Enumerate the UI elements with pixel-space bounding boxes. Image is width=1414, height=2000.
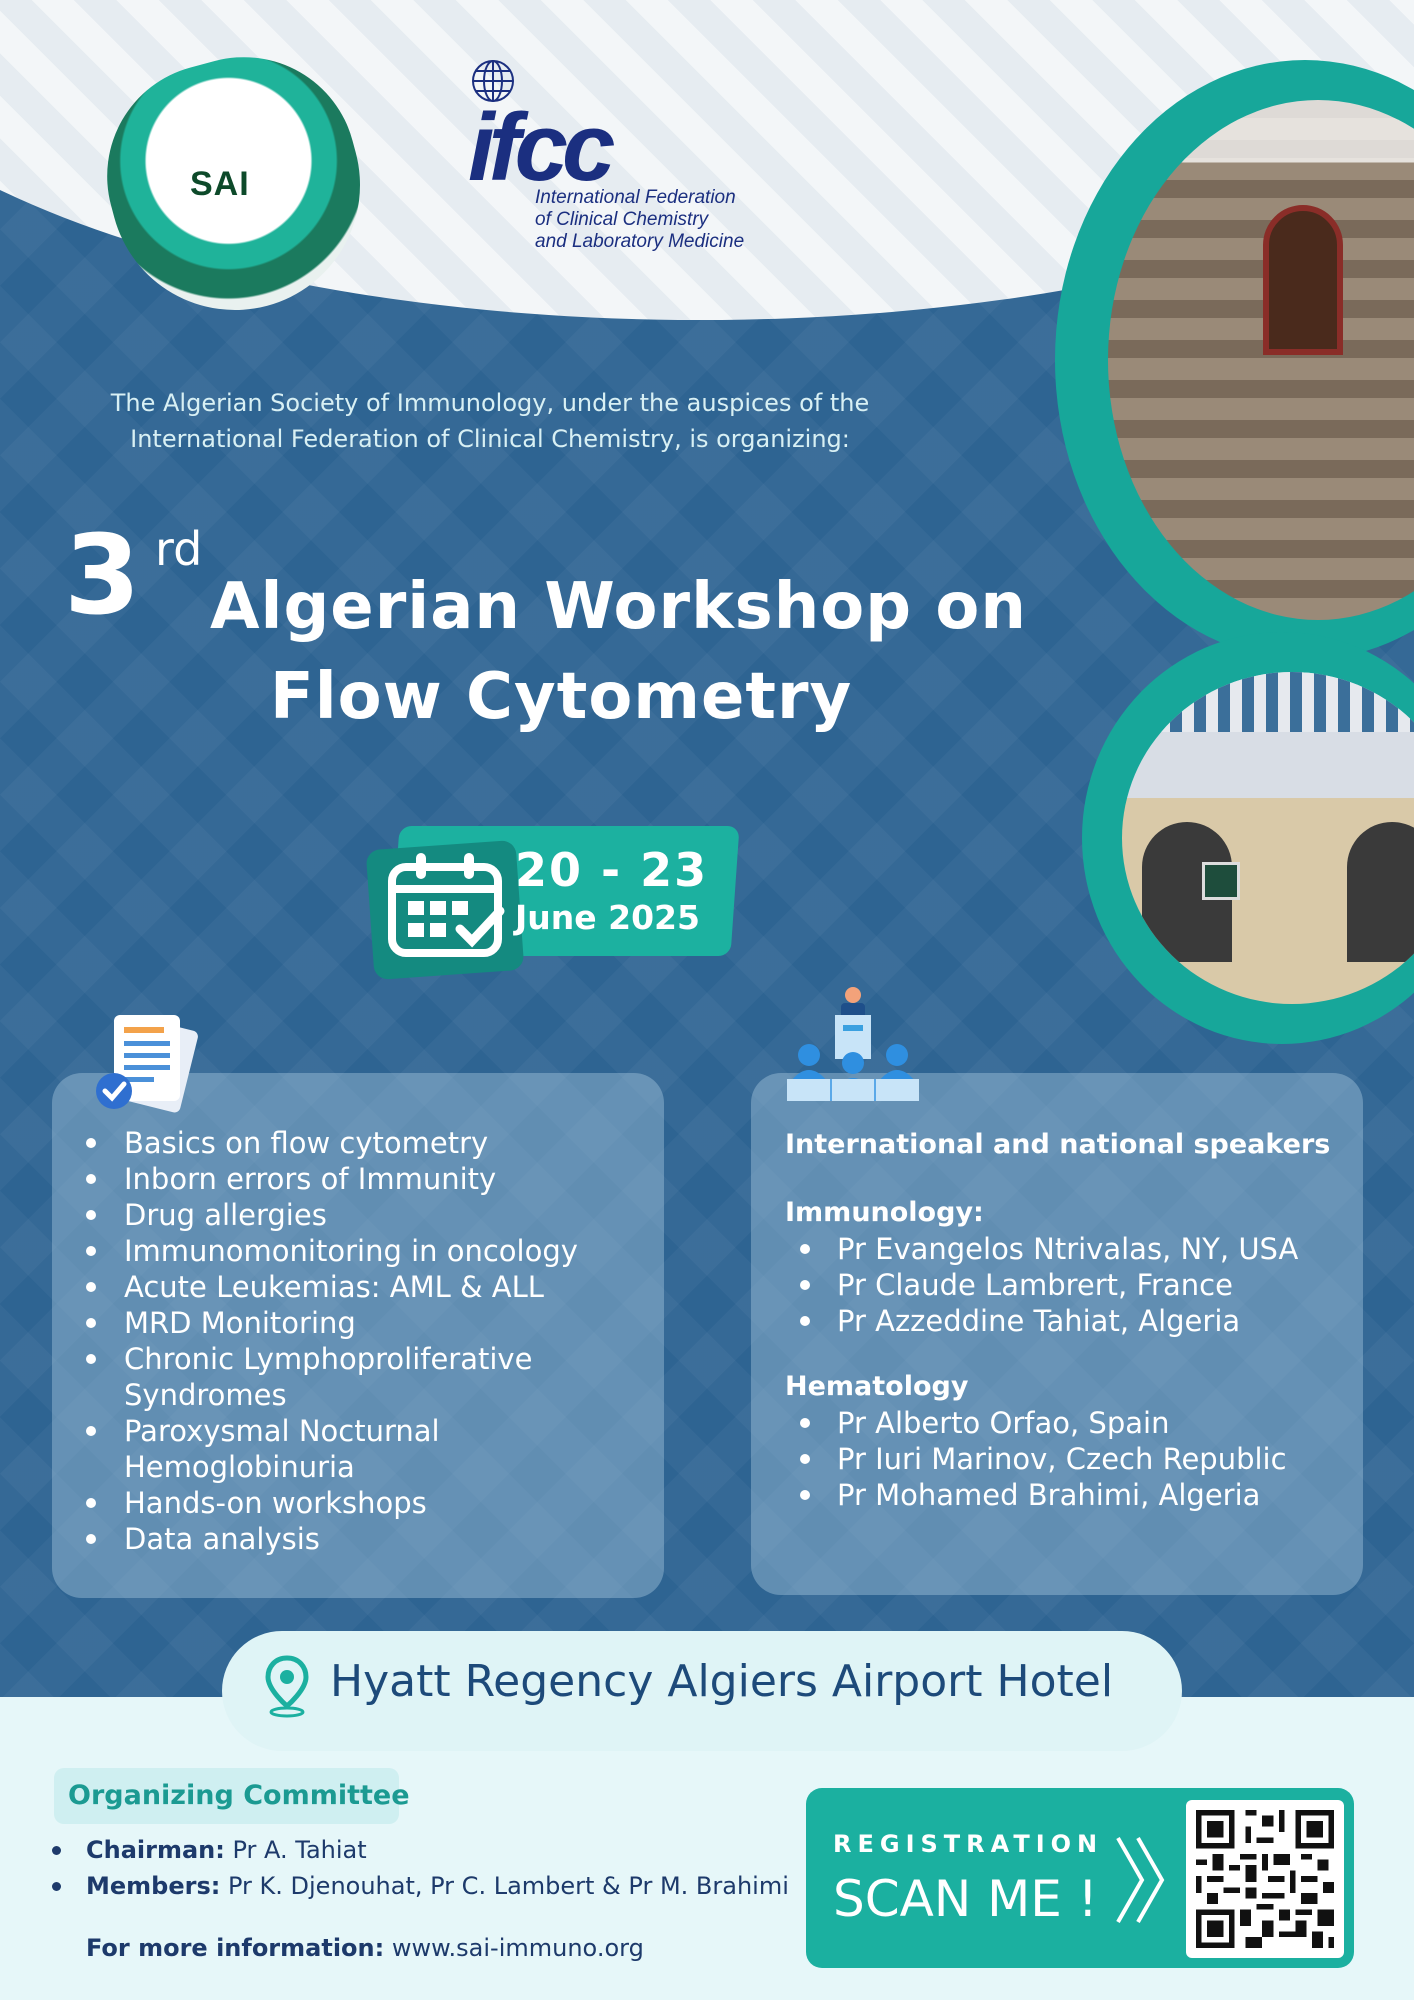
immunology-heading: Immunology: xyxy=(785,1197,984,1228)
list-item: Hands-on workshops xyxy=(80,1485,640,1521)
hematology-heading: Hematology xyxy=(785,1371,969,1402)
list-item: Data analysis xyxy=(80,1521,640,1557)
photo-arch xyxy=(1347,822,1414,962)
members-names: Pr K. Djenouhat, Pr C. Lambert & Pr M. Brahimi xyxy=(227,1872,789,1900)
list-item: Chronic Lymphoproliferative Syndromes xyxy=(80,1341,640,1413)
scan-me-label: SCAN ME ! xyxy=(833,1870,1098,1928)
intro-line: The Algerian Society of Immunology, under the auspices of the xyxy=(110,389,870,417)
edition-suffix: rd xyxy=(155,522,203,576)
photo-window xyxy=(1202,862,1240,900)
ifcc-logo-subtitle xyxy=(535,187,744,253)
photo-stairs-image xyxy=(1108,100,1414,620)
chairman-name: Pr A. Tahiat xyxy=(232,1836,367,1864)
document-icon xyxy=(90,1005,205,1120)
list-item: Pr Claude Lambrert, France xyxy=(785,1267,1345,1303)
speaker-icon xyxy=(783,985,923,1103)
list-item: Drug allergies xyxy=(80,1197,640,1233)
edition-number: 3 xyxy=(64,511,141,639)
calendar-icon xyxy=(380,845,510,965)
list-item: Inborn errors of Immunity xyxy=(80,1161,640,1197)
committee-list xyxy=(50,1832,789,1904)
qr-code-image xyxy=(1196,1810,1334,1948)
ifcc-subtitle-line: International Federation xyxy=(535,187,736,208)
sai-logo-text: SAI xyxy=(190,165,250,203)
list-item: Pr Iuri Marinov, Czech Republic xyxy=(785,1441,1345,1477)
list-item: Immunomonitoring in oncology xyxy=(80,1233,640,1269)
page-title-line2: Flow Cytometry xyxy=(270,660,853,734)
members-label: Members: xyxy=(86,1872,221,1900)
date-range: 20 - 23 xyxy=(515,843,709,897)
website-link[interactable]: www.sai-immuno.org xyxy=(391,1934,644,1962)
chevron-right-icon xyxy=(1112,1830,1172,1930)
topics-list xyxy=(80,1125,640,1557)
page-title-line1: Algerian Workshop on xyxy=(210,570,1027,644)
photo-courtyard-image xyxy=(1122,672,1414,1004)
intro-line: International Federation of Clinical Chemistry, is organizing: xyxy=(130,425,850,453)
chairman-label: Chairman: xyxy=(86,1836,225,1864)
ifcc-subtitle-line: of Clinical Chemistry xyxy=(535,209,709,230)
more-info-label: For more information: xyxy=(86,1934,385,1962)
speakers-heading: International and national speakers xyxy=(785,1129,1331,1160)
immunology-speakers-list xyxy=(785,1231,1345,1339)
list-item: Paroxysmal Nocturnal Hemoglobinuria xyxy=(80,1413,640,1485)
hematology-speakers-list xyxy=(785,1405,1345,1513)
list-item: MRD Monitoring xyxy=(80,1305,640,1341)
location-pin-icon xyxy=(262,1654,312,1718)
committee-members xyxy=(50,1868,789,1904)
photo-door xyxy=(1263,205,1343,355)
speakers-section xyxy=(785,1125,1345,1513)
list-item: Pr Alberto Orfao, Spain xyxy=(785,1405,1345,1441)
ifcc-logo-wordmark: ifcc xyxy=(468,94,610,201)
list-item: Pr Mohamed Brahimi, Algeria xyxy=(785,1477,1345,1513)
list-item: Pr Azzeddine Tahiat, Algeria xyxy=(785,1303,1345,1339)
venue-name: Hyatt Regency Algiers Airport Hotel xyxy=(330,1656,1114,1707)
committee-title: Organizing Committee xyxy=(68,1780,410,1811)
ifcc-subtitle-line: and Laboratory Medicine xyxy=(535,231,745,252)
list-item: Pr Evangelos Ntrivalas, NY, USA xyxy=(785,1231,1345,1267)
committee-chairman xyxy=(50,1832,789,1868)
list-item: Basics on flow cytometry xyxy=(80,1125,640,1161)
list-item: Acute Leukemias: AML & ALL xyxy=(80,1269,640,1305)
more-info xyxy=(86,1934,644,1962)
photo-tiles xyxy=(1122,672,1414,732)
qr-code[interactable] xyxy=(1186,1800,1344,1958)
date-month: June 2025 xyxy=(515,898,700,937)
intro-text xyxy=(100,385,880,457)
registration-label: REGISTRATION xyxy=(833,1830,1104,1858)
